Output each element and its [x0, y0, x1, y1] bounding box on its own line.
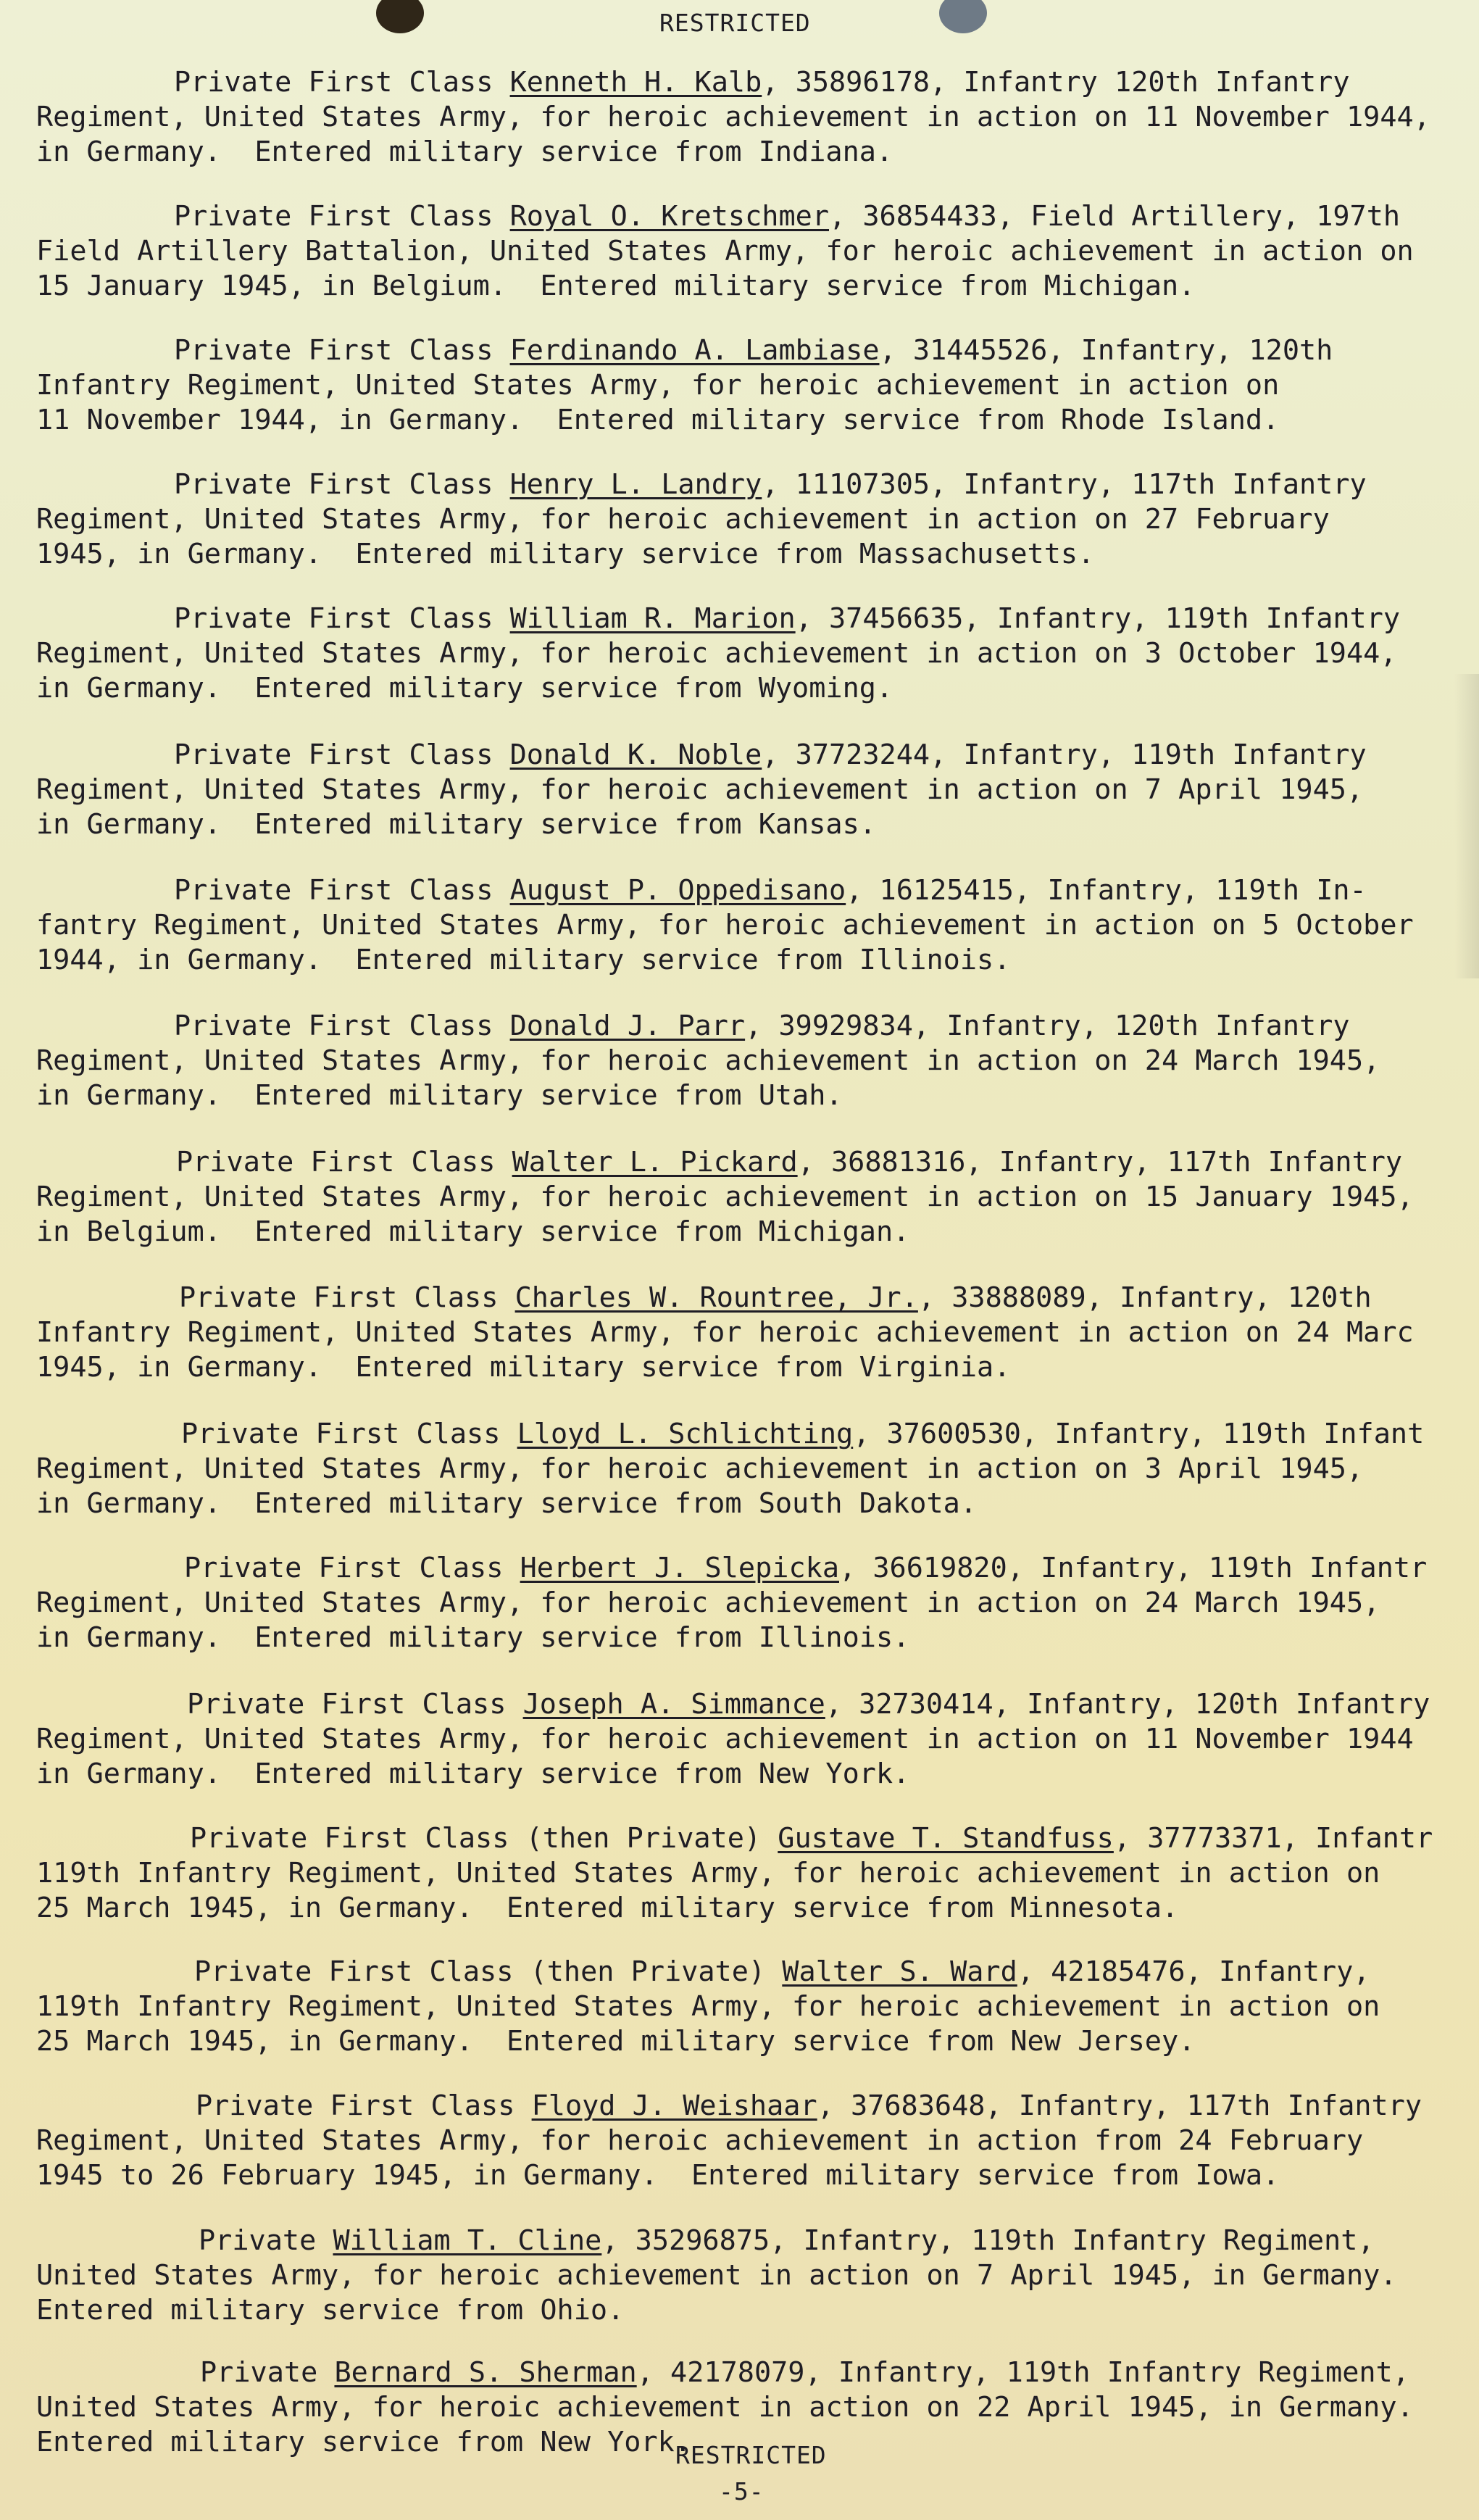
citation-line-3: 11 November 1944, in Germany. Entered military service from Rhode Island.: [36, 404, 1280, 436]
citation-entry: [36, 602, 1453, 706]
citation-line-3: Entered military service from New York.: [36, 2426, 691, 2458]
citation-line-2: Regiment, United States Army, for heroic achievement in action on 3 April 1945,: [36, 1452, 1364, 1485]
citation-line-1: [36, 738, 1453, 773]
citation-line-2: Regiment, United States Army, for heroic achievement in action on 11 November 1944: [36, 1723, 1414, 1755]
citation-line-3: in Belgium. Entered military service from Michigan.: [36, 1215, 910, 1248]
service-details: , 35296875, Infantry, 119th Infantry Regiment,: [601, 2224, 1375, 2257]
soldier-name: William T. Cline: [333, 2224, 602, 2257]
citation-line-2: Field Artillery Battalion, United States Army, for heroic achievement in action on: [36, 235, 1414, 267]
rank-text: Private First Class: [174, 200, 493, 233]
citation-line-1: [36, 2224, 1453, 2258]
citation-line-3: 1945, in Germany. Entered military service from Virginia.: [36, 1351, 1011, 1384]
citation-line-1: [36, 602, 1453, 636]
citation-entry: [36, 1281, 1453, 1385]
citation-entry: [36, 199, 1453, 304]
citation-line-1: [36, 2355, 1453, 2390]
citation-entry: [36, 1009, 1453, 1113]
citation-line-3: in Germany. Entered military service from Indiana.: [36, 136, 893, 168]
soldier-name: Ferdinando A. Lambiase: [509, 334, 880, 367]
service-details: , 39929834, Infantry, 120th Infantry: [745, 1010, 1350, 1042]
citation-line-3: 25 March 1945, in Germany. Entered military service from Minnesota.: [36, 1892, 1179, 1924]
citation-line-3: in Germany. Entered military service from South Dakota.: [36, 1487, 978, 1520]
service-details: , 42178079, Infantry, 119th Infantry Regiment,: [636, 2356, 1409, 2389]
service-details: , 37600530, Infantry, 119th Infant: [853, 1418, 1425, 1450]
rank-text: Private First Class: [181, 1418, 501, 1450]
service-details: , 37456635, Infantry, 119th Infantry: [795, 602, 1401, 635]
soldier-name: William R. Marion: [509, 602, 796, 635]
soldier-name: Henry L. Landry: [509, 468, 762, 501]
soldier-name: Gustave T. Standfuss: [778, 1822, 1114, 1855]
citation-line-1: [36, 1009, 1453, 1044]
citation-line-1: [36, 1955, 1453, 1989]
citation-line-3: 1945, in Germany. Entered military service from Massachusetts.: [36, 538, 1095, 570]
rank-text: Private First Class: [179, 1281, 499, 1314]
punch-hole: [376, 0, 424, 33]
service-details: , 31445526, Infantry, 120th: [879, 334, 1333, 367]
rank-text: Private First Class: [174, 468, 493, 501]
soldier-name: Bernard S. Sherman: [334, 2356, 637, 2389]
service-details: , 32730414, Infantry, 120th Infantry: [825, 1688, 1430, 1721]
soldier-name: Lloyd L. Schlichting: [517, 1418, 854, 1450]
soldier-name: Donald K. Noble: [509, 739, 762, 771]
citation-line-2: Regiment, United States Army, for heroic achievement in action on 11 November 1944,: [36, 101, 1430, 133]
citation-line-1: [36, 199, 1453, 234]
page-edge-shadow: [1454, 674, 1479, 978]
service-details: , 42185476, Infantry,: [1017, 1955, 1370, 1988]
rank-text: Private First Class: [196, 2089, 515, 2122]
classification-header: RESTRICTED: [659, 9, 811, 37]
citation-line-2: Regiment, United States Army, for heroic achievement in action on 7 April 1945,: [36, 773, 1364, 806]
service-details: , 35896178, Infantry 120th Infantry: [762, 66, 1350, 99]
citation-line-2: Regiment, United States Army, for heroic achievement in action on 15 January 1945,: [36, 1181, 1414, 1213]
citation-line-1: [36, 333, 1453, 368]
rank-text: Private First Class: [174, 334, 493, 367]
soldier-name: Joseph A. Simmance: [522, 1688, 825, 1721]
service-details: , 33888089, Infantry, 120th: [917, 1281, 1372, 1314]
rank-text: Private: [200, 2356, 318, 2389]
citation-line-2: United States Army, for heroic achievement in action on 7 April 1945, in Germany.: [36, 2259, 1397, 2292]
citation-line-3: 15 January 1945, in Belgium. Entered military service from Michigan.: [36, 270, 1196, 302]
rank-text: Private First Class: [174, 874, 493, 907]
citation-entry: [36, 1145, 1453, 1249]
citation-entry: [36, 1955, 1453, 2059]
service-details: , 37723244, Infantry, 119th Infantry: [762, 739, 1367, 771]
citation-line-1: [36, 1551, 1453, 1586]
citation-line-2: Infantry Regiment, United States Army, for heroic achievement in action on: [36, 369, 1280, 402]
citation-line-2: Regiment, United States Army, for heroic achievement in action on 3 October 1944,: [36, 637, 1397, 670]
classification-footer: RESTRICTED: [675, 2441, 827, 2469]
citation-entry: [36, 738, 1453, 842]
rank-text: Private First Class: [174, 66, 493, 99]
citation-line-2: 119th Infantry Regiment, United States Army, for heroic achievement in action on: [36, 1857, 1380, 1889]
soldier-name: Walter L. Pickard: [512, 1146, 798, 1178]
citation-line-3: 1945 to 26 February 1945, in Germany. Entered military service from Iowa.: [36, 2159, 1280, 2192]
citation-line-3: in Germany. Entered military service from Kansas.: [36, 808, 876, 841]
citation-entry: [36, 467, 1453, 572]
soldier-name: Royal O. Kretschmer: [509, 200, 829, 233]
soldier-name: August P. Oppedisano: [509, 874, 846, 907]
service-details: , 36881316, Infantry, 117th Infantry: [797, 1146, 1403, 1178]
soldier-name: Charles W. Rountree, Jr.: [514, 1281, 918, 1314]
citation-line-2: Regiment, United States Army, for heroic achievement in action from 24 February: [36, 2124, 1364, 2157]
citation-line-1: [36, 1687, 1453, 1722]
soldier-name: Herbert J. Slepicka: [520, 1552, 839, 1584]
citation-entry: [36, 2089, 1453, 2193]
soldier-name: Kenneth H. Kalb: [509, 66, 762, 99]
citation-entry: [36, 1417, 1453, 1521]
citation-line-3: 25 March 1945, in Germany. Entered military service from New Jersey.: [36, 2025, 1196, 2058]
citation-line-3: Entered military service from Ohio.: [36, 2294, 625, 2326]
citation-line-1: [36, 2089, 1453, 2124]
citation-line-1: [36, 65, 1453, 100]
citation-entry: [36, 65, 1453, 170]
citation-entry: [36, 1687, 1453, 1792]
citation-line-1: [36, 1145, 1453, 1180]
citation-entry: [36, 333, 1453, 438]
citation-entry: [36, 1821, 1453, 1926]
service-details: , 16125415, Infantry, 119th In-: [846, 874, 1367, 907]
rank-text: Private First Class (then Private): [190, 1822, 762, 1855]
rank-text: Private First Class: [174, 602, 493, 635]
citation-line-2: Regiment, United States Army, for heroic achievement in action on 24 March 1945,: [36, 1587, 1380, 1619]
rank-text: Private First Class: [187, 1688, 507, 1721]
service-details: , 11107305, Infantry, 117th Infantry: [762, 468, 1367, 501]
citation-entry: [36, 1551, 1453, 1655]
service-details: , 37773371, Infantr: [1113, 1822, 1433, 1855]
citation-line-3: in Germany. Entered military service from Utah.: [36, 1079, 843, 1112]
service-details: , 36619820, Infantry, 119th Infantr: [839, 1552, 1428, 1584]
citation-line-2: Regiment, United States Army, for heroic achievement in action on 24 March 1945,: [36, 1044, 1380, 1077]
citation-line-3: 1944, in Germany. Entered military service from Illinois.: [36, 944, 1011, 976]
citation-entry: [36, 2224, 1453, 2328]
rank-text: Private First Class (then Private): [194, 1955, 766, 1988]
citation-line-2: 119th Infantry Regiment, United States Army, for heroic achievement in action on: [36, 1990, 1380, 2023]
service-details: , 37683648, Infantry, 117th Infantry: [817, 2089, 1422, 2122]
soldier-name: Floyd J. Weishaar: [531, 2089, 817, 2122]
rank-text: Private First Class: [176, 1146, 496, 1178]
citation-line-2: United States Army, for heroic achievement in action on 22 April 1945, in Germany.: [36, 2391, 1414, 2424]
citation-line-3: in Germany. Entered military service from Illinois.: [36, 1621, 910, 1654]
citation-entry: [36, 873, 1453, 978]
service-details: , 36854433, Field Artillery, 197th: [829, 200, 1401, 233]
citation-line-2: Infantry Regiment, United States Army, for heroic achievement in action on 24 Marc: [36, 1316, 1414, 1349]
punch-hole: [939, 0, 987, 33]
rank-text: Private: [199, 2224, 317, 2257]
citation-line-1: [36, 467, 1453, 502]
citation-line-2: fantry Regiment, United States Army, for heroic achievement in action on 5 October: [36, 909, 1414, 941]
citation-line-1: [36, 873, 1453, 908]
soldier-name: Donald J. Parr: [509, 1010, 746, 1042]
rank-text: Private First Class: [184, 1552, 504, 1584]
soldier-name: Walter S. Ward: [782, 1955, 1017, 1988]
page-number: -5-: [719, 2477, 765, 2506]
rank-text: Private First Class: [174, 1010, 493, 1042]
citation-line-1: [36, 1281, 1453, 1315]
citation-line-1: [36, 1417, 1453, 1452]
rank-text: Private First Class: [174, 739, 493, 771]
citation-line-2: Regiment, United States Army, for heroic achievement in action on 27 February: [36, 503, 1330, 536]
citation-line-1: [36, 1821, 1453, 1856]
citation-line-3: in Germany. Entered military service from Wyoming.: [36, 672, 893, 704]
citation-line-3: in Germany. Entered military service from New York.: [36, 1758, 910, 1790]
